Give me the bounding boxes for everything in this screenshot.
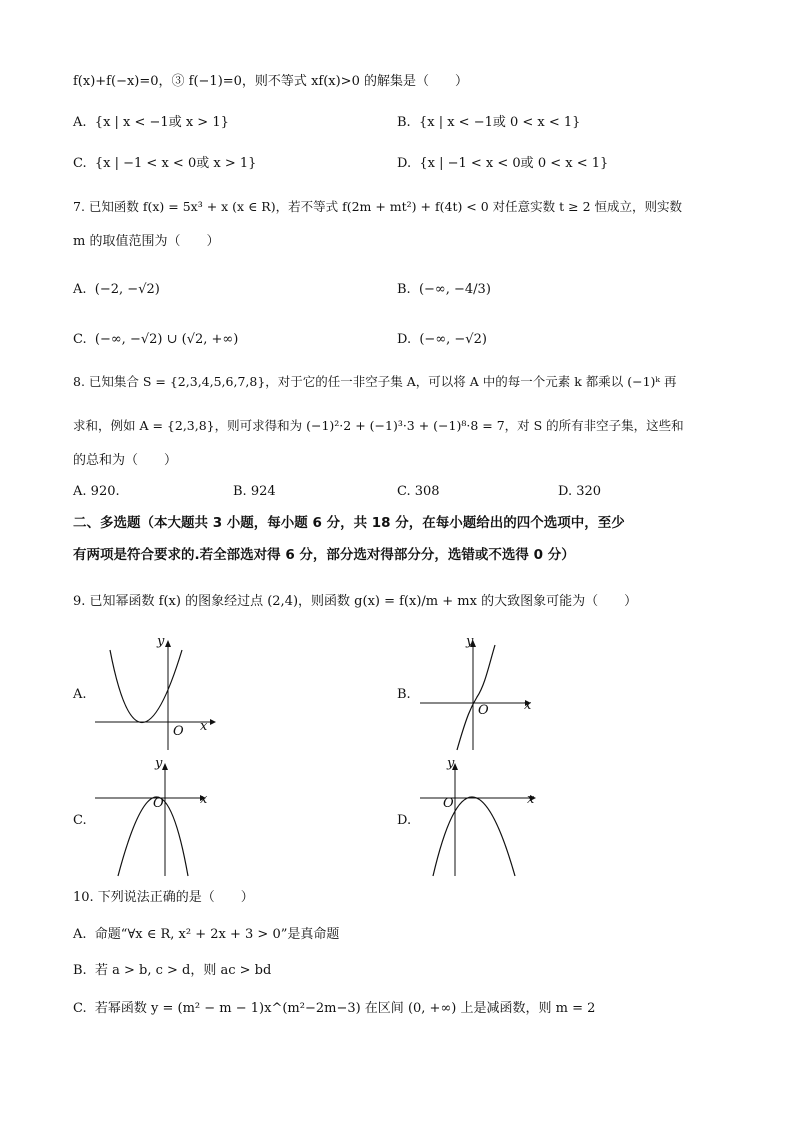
q9-graph-c-origin: O [153, 796, 164, 811]
q9-option-a-label[interactable]: A. [73, 687, 87, 702]
q7-option-a[interactable]: A. (−2, −√2) [73, 282, 160, 297]
q8-option-d[interactable]: D. 320 [558, 484, 602, 499]
q7-stem-line1: 7. 已知函数 f(x) = 5x³ + x (x ∈ R)，若不等式 f(2m + mt²) + f(4t) < 0 对任意实数 t ≥ 2 恒成立，则实数 [73, 199, 683, 214]
q9-option-c-label[interactable]: C. [73, 813, 87, 828]
q6-option-a[interactable]: A. {x | x < −1或 x > 1} [73, 115, 229, 130]
q9-graph-c-x-label: x [200, 792, 208, 807]
q9-graph-d-origin: O [443, 796, 454, 811]
q10-option-a[interactable]: A. 命题“∀x ∈ R, x² + 2x + 3 > 0”是真命题 [73, 927, 340, 942]
q7-stem-line2: m 的取值范围为（ ） [73, 234, 220, 249]
q6-option-d[interactable]: D. {x | −1 < x < 0或 0 < x < 1} [397, 156, 609, 171]
q8-option-a[interactable]: A. 920. [73, 484, 120, 499]
q6-stem: f(x)+f(−x)=0，③ f(−1)=0，则不等式 xf(x)>0 的解集是（ ） [73, 74, 468, 89]
q10-option-c[interactable]: C. 若幂函数 y = (m² − m − 1)x^(m²−2m−3) 在区间 (0, +∞) 上是减函数，则 m = 2 [73, 1001, 596, 1016]
q9-stem: 9. 已知幂函数 f(x) 的图象经过点 (2,4)，则函数 g(x) = f(x)/m + mx 的大致图象可能为（ ） [73, 594, 638, 609]
q6-option-b[interactable]: B. {x | x < −1或 0 < x < 1} [397, 115, 581, 130]
q9-graph-b-y-label: y [466, 634, 474, 649]
q9-option-b-label[interactable]: B. [397, 687, 411, 702]
q9-graph-a-y-label: y [157, 634, 165, 649]
q7-option-b[interactable]: B. (−∞, −4/3) [397, 282, 491, 297]
q10-option-b[interactable]: B. 若 a > b, c > d，则 ac > bd [73, 963, 272, 978]
q9-graph-b-origin: O [478, 703, 489, 718]
q9-graph-c-y-label: y [155, 756, 163, 771]
q8-option-c[interactable]: C. 308 [397, 484, 440, 499]
section2-heading-line1: 二、多选题（本大题共 3 小题，每小题 6 分，共 18 分，在每小题给出的四个选项中，至少 [73, 515, 625, 531]
q9-graph-a[interactable] [90, 635, 220, 755]
q9-graph-b[interactable] [415, 635, 545, 755]
q9-graph-a-origin: O [173, 724, 184, 739]
q8-option-b[interactable]: B. 924 [233, 484, 276, 499]
q9-graph-d[interactable] [415, 758, 545, 880]
q9-graph-d-y-label: y [447, 756, 455, 771]
q8-stem-line2: 求和，例如 A = {2,3,8}，则可求得和为 (−1)²·2 + (−1)³·3 + (−1)⁸·8 = 7，对 S 的所有非空子集，这些和 [73, 418, 684, 433]
q9-option-d-label[interactable]: D. [397, 813, 412, 828]
q8-stem-line3: 的总和为（ ） [73, 453, 178, 468]
q6-option-c[interactable]: C. {x | −1 < x < 0或 x > 1} [73, 156, 257, 171]
q9-graph-d-x-label: x [527, 792, 535, 807]
q10-stem: 10. 下列说法正确的是（ ） [73, 890, 254, 905]
section2-heading-line2: 有两项是符合要求的.若全部选对得 6 分，部分选对得部分分，选错或不选得 0 分） [73, 547, 575, 563]
q7-option-c[interactable]: C. (−∞, −√2) ∪ (√2, +∞) [73, 332, 239, 347]
q9-graph-a-x-label: x [200, 719, 208, 734]
q9-graph-c[interactable] [90, 758, 220, 880]
q9-graph-b-x-label: x [524, 698, 532, 713]
q8-stem-line1: 8. 已知集合 S = {2,3,4,5,6,7,8}，对于它的任一非空子集 A，可以将 A 中的每一个元素 k 都乘以 (−1)ᵏ 再 [73, 374, 677, 389]
q7-option-d[interactable]: D. (−∞, −√2) [397, 332, 487, 347]
